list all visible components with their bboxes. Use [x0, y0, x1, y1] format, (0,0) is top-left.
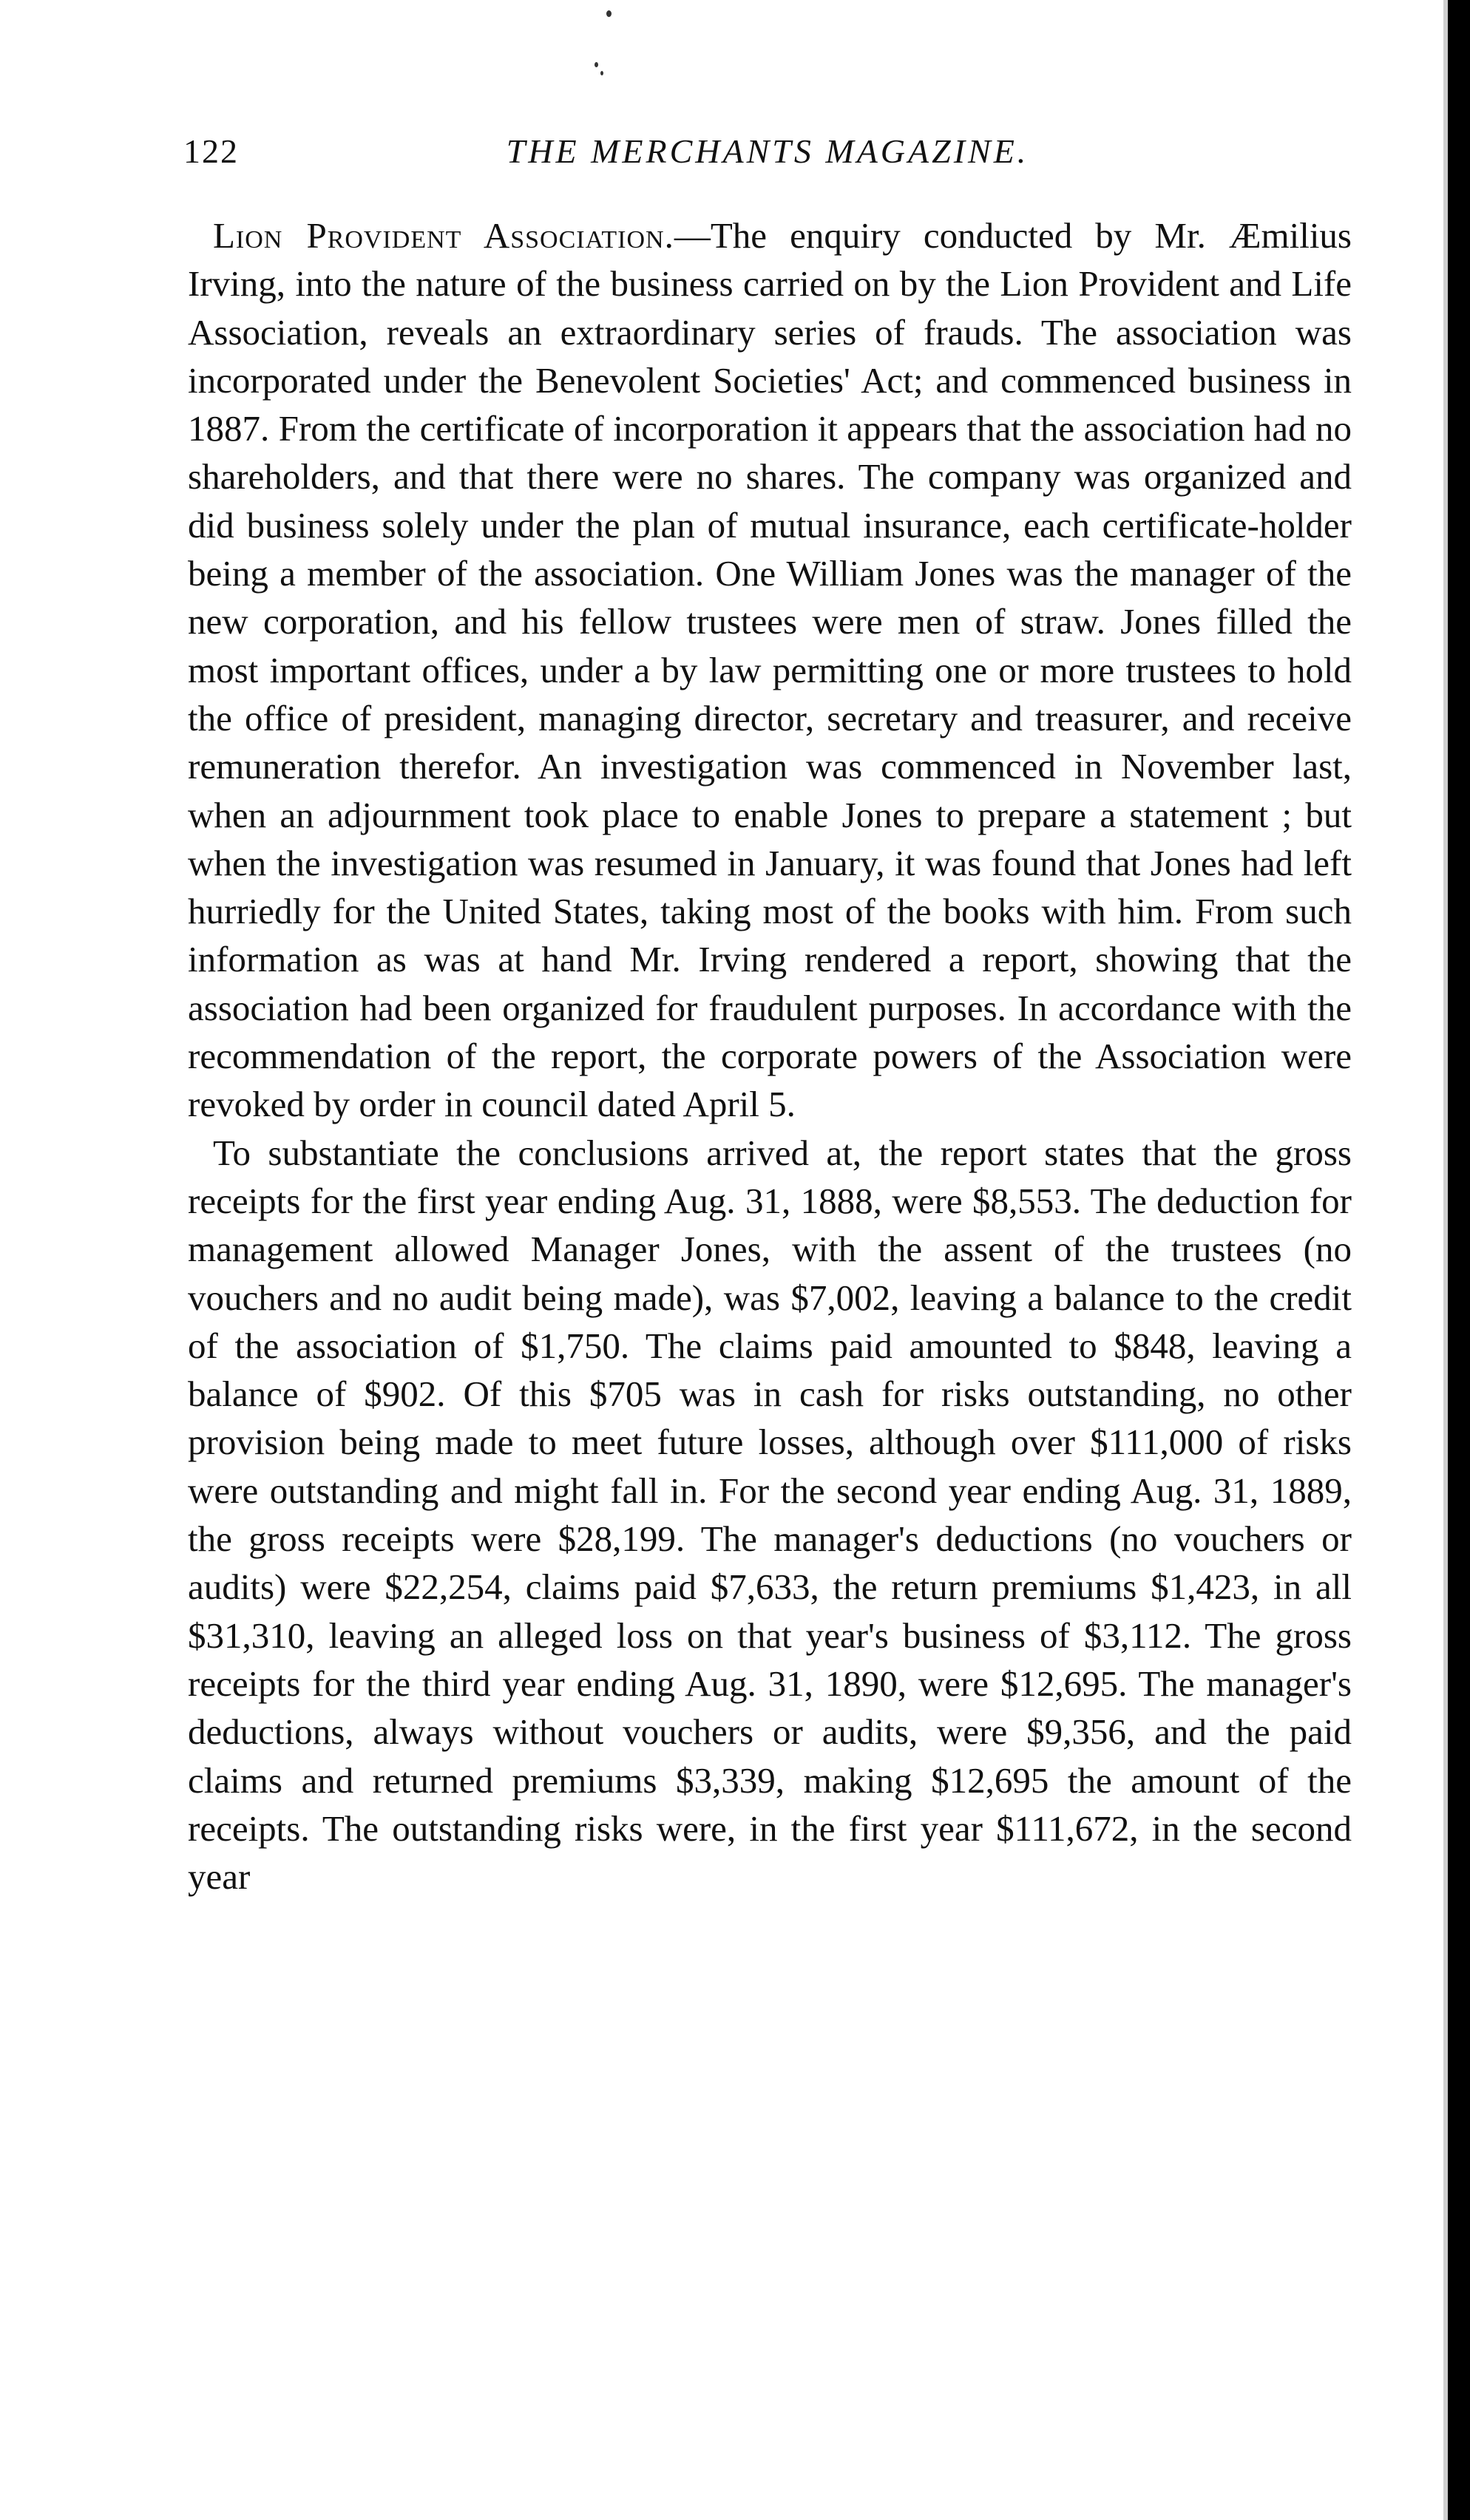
ink-speck-dot: [606, 10, 612, 17]
ink-speck-dot: [595, 62, 598, 67]
binding-edge: [1448, 0, 1470, 2520]
page-number: 122: [183, 132, 239, 170]
article-title: Lion Provident Association.: [213, 215, 674, 256]
paragraph: [188, 1129, 1352, 1901]
running-head: THE MERCHANTS MAGAZINE.: [506, 132, 1029, 170]
article-body: [188, 211, 1352, 1901]
ink-speck-dot: [600, 71, 603, 75]
paragraph-text: To substantiate the conclusions arrived at, the report states that the gross receipts for the first year ending Aug. 31, 1888, were $8,553. The deduction for management allowed Manager Jones, with the assent of the trustees (no vouchers and no audit being made), was $7,002, leaving a balance to the credit of the association of $1,750. The claims paid amounted to $848, leaving a balance of $902. Of this $705 was in cash for risks outstanding, no other provision being made to meet future losses, although over $111,000 of risks were outstanding and might fall in. For the second year ending Aug. 31, 1889, the gross receipts were $28,199. The manager's deductions (no vouchers or audits) were $22,254, claims paid $7,633, the return premiums $1,423, in all $31,310, leaving an alleged loss on that year's business of $3,112. The gross receipts for the third year ending Aug. 31, 1890, were $12,695. The manager's deductions, always without vouchers or audits, were $9,356, and the paid claims and returned premiums $3,339, making $12,695 the amount of the receipts. The outstanding risks were, in the first year $111,672, in the second year: [188, 1132, 1352, 1898]
page-header: [183, 132, 1352, 183]
paragraph: [188, 211, 1352, 1129]
paragraph-text: —The enquiry conducted by Mr. Æmilius Irving, into the nature of the business carried on by the Lion Provident and Life Association, reveals an extraordinary series of frauds. The association was incorporated under the Benevolent Societies' Act; and commenced business in 1887. From the certificate of incorporation it appears that the association had no shareholders, and that there were no shares. The company was organized and did business solely under the plan of mutual insurance, each certificate-holder being a member of the association. One William Jones was the manager of the new corporation, and his fellow trustees were men of straw. Jones filled the most important offices, under a by law permitting one or more trustees to hold the office of president, managing director, secretary and treasurer, and receive remuneration therefor. An investigation was commenced in November last, when an adjournment took place to enable Jones to prepare a statement ; but when the investigation was resumed in January, it was found that Jones had left hurriedly for the United States, taking most of the books with him. From such information as was at hand Mr. Irving rendered a report, showing that the association had been organized for fraudulent purposes. In accordance with the recommendation of the report, the corporate powers of the Association were revoked by order in council dated April 5.: [188, 215, 1352, 1125]
